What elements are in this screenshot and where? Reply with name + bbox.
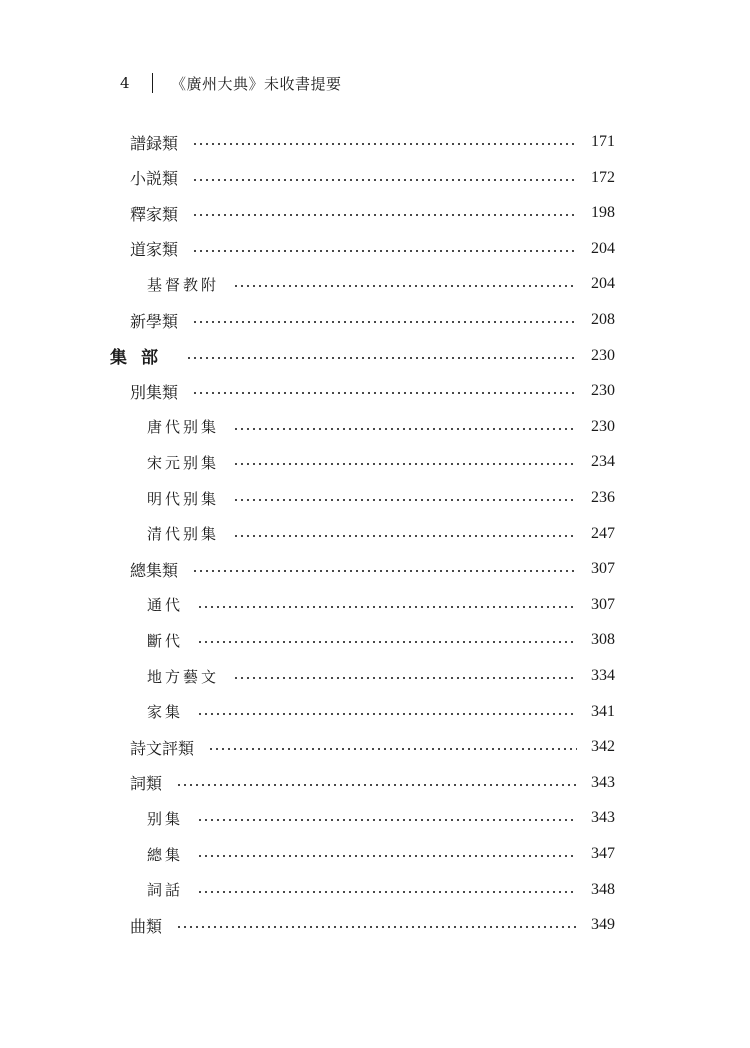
toc-entry (130, 125, 615, 159)
dot-leader (192, 570, 577, 572)
dot-leader (233, 499, 577, 501)
toc-entry (130, 161, 615, 195)
toc-entry (147, 837, 615, 871)
toc-entry-label: 總集 (147, 845, 184, 864)
toc-entry-page-number: 204 (591, 275, 615, 293)
toc-entry-label: 新學類 (130, 311, 179, 331)
toc-entry-page-number: 230 (591, 417, 615, 435)
toc-entry-label: 通代 (147, 596, 184, 615)
dot-leader (233, 677, 577, 679)
dot-leader (192, 143, 577, 145)
toc-entry-label: 唐代别集 (147, 418, 220, 437)
toc-entry-label: 基督教附 (147, 275, 220, 294)
dot-leader (192, 179, 577, 181)
toc-entry-page-number: 343 (591, 809, 615, 827)
toc-entry-label: 宋元别集 (147, 453, 220, 472)
dot-leader (197, 641, 577, 643)
toc-entry-page-number: 204 (591, 239, 615, 257)
toc-entry (147, 659, 615, 693)
toc-entry (130, 908, 615, 942)
toc-entry-label: 曲類 (130, 916, 163, 936)
dot-leader (197, 891, 577, 893)
toc-entry-label: 集部 (110, 348, 172, 369)
toc-entry-label: 地方藝文 (147, 667, 220, 686)
dot-leader (192, 321, 577, 323)
toc-entry (130, 303, 615, 337)
toc-entry (147, 410, 615, 444)
toc-entry (147, 801, 615, 835)
toc-entry-page-number: 230 (591, 382, 615, 400)
toc-entry-page-number: 343 (591, 773, 615, 791)
running-header (120, 70, 342, 96)
toc-entry (147, 267, 615, 301)
toc-entry (147, 588, 615, 622)
toc-entry (147, 481, 615, 515)
toc-entry-label: 總集類 (130, 560, 179, 580)
toc-entry-page-number: 334 (591, 667, 615, 684)
toc-entry (147, 623, 615, 657)
toc-entry-label: 小説類 (130, 169, 179, 189)
toc-entry-page-number: 172 (591, 168, 615, 186)
dot-leader (197, 819, 577, 821)
toc-entry-label: 斷代 (147, 631, 184, 650)
toc-entry-page-number: 247 (591, 524, 615, 542)
toc-entry (147, 695, 615, 729)
book-title: 《廣州大典》未收書提要 (171, 74, 342, 93)
toc-entry-page-number: 307 (591, 560, 615, 578)
toc-entry (110, 339, 615, 373)
toc-entry (130, 232, 615, 266)
toc-entry-page-number: 230 (591, 346, 615, 364)
dot-leader (186, 357, 577, 359)
dot-leader (176, 926, 577, 928)
toc-entry (147, 873, 615, 907)
toc-entry-label: 别集 (147, 809, 184, 828)
dot-leader (233, 463, 577, 465)
toc-entry-label: 釋家類 (130, 204, 179, 224)
toc-entry (130, 374, 615, 408)
toc-entry (147, 445, 615, 479)
dot-leader (192, 250, 577, 252)
toc-entry-label: 詩文評類 (130, 738, 195, 758)
toc-entry (130, 196, 615, 230)
toc-entry-page-number: 349 (591, 916, 615, 934)
page-number: 4 (120, 74, 130, 92)
toc-entry-page-number: 171 (591, 133, 615, 150)
toc-entry-page-number: 234 (591, 453, 615, 471)
header-divider (152, 73, 153, 93)
toc-entry-page-number: 342 (591, 738, 615, 756)
dot-leader (233, 428, 577, 430)
toc-entry-label: 詞話 (147, 881, 184, 900)
toc-entry-page-number: 198 (591, 204, 615, 222)
toc-entry-page-number: 341 (591, 702, 615, 720)
toc-entry-label: 家集 (147, 703, 184, 722)
dot-leader (192, 392, 577, 394)
toc-entry-label: 清代别集 (147, 525, 220, 544)
toc-entry (130, 730, 615, 764)
toc-entry-label: 明代别集 (147, 489, 220, 508)
toc-entry-page-number: 307 (591, 595, 615, 613)
dot-leader (208, 748, 577, 750)
toc-entry-label: 道家類 (130, 240, 179, 260)
toc-entry-page-number: 308 (591, 631, 615, 649)
dot-leader (233, 535, 577, 537)
dot-leader (197, 606, 577, 608)
toc-entry-page-number: 347 (591, 845, 615, 862)
toc-entry-page-number: 236 (591, 489, 615, 506)
toc-entry-page-number: 348 (591, 880, 615, 898)
toc-entry-label: 詞類 (130, 774, 163, 794)
toc-entry (130, 766, 615, 800)
dot-leader (197, 713, 577, 715)
toc-entry (130, 552, 615, 586)
dot-leader (176, 784, 577, 786)
toc-entry (147, 517, 615, 551)
dot-leader (192, 214, 577, 216)
toc-entry-label: 譜録類 (130, 133, 179, 153)
toc-entry-page-number: 208 (591, 311, 615, 328)
dot-leader (197, 855, 577, 857)
toc-entry-label: 別集類 (130, 382, 179, 402)
dot-leader (233, 285, 577, 287)
